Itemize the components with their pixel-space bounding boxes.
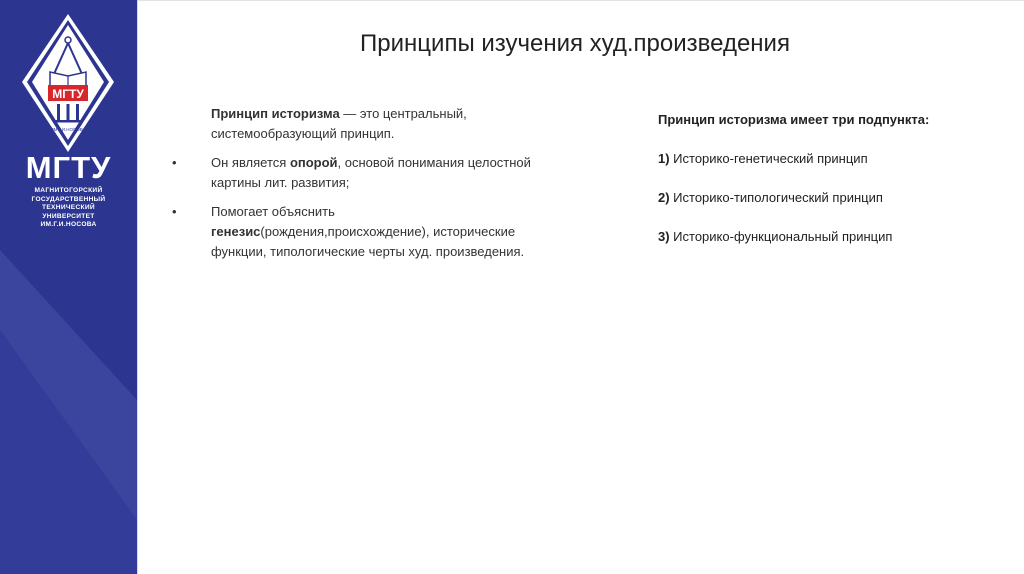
bullet-icon: • <box>172 155 177 170</box>
brand-subtitle-line: ГОСУДАРСТВЕННЫЙ <box>31 195 106 203</box>
subpoints-heading <box>658 110 958 130</box>
emblem-small-text: ИМ.Г.И.НОСОВА <box>50 127 86 132</box>
university-emblem-icon <box>20 12 116 154</box>
subpoint-number: 1) <box>658 151 670 166</box>
brand-subtitle <box>0 187 137 230</box>
slide-title: Принципы изучения худ.произведения <box>360 30 790 57</box>
sidebar-divider <box>137 0 138 574</box>
brand-subtitle-line: УНИВЕРСИТЕТ <box>42 212 95 220</box>
right-column <box>658 110 958 266</box>
left-column <box>170 104 565 271</box>
bullet-text: (рождения,происхождение), исторические функции, типологические черты худ. произведения. <box>211 224 525 259</box>
emblem-label: МГТУ <box>52 87 84 101</box>
bullet-text: Он является <box>211 155 290 170</box>
brand-subtitle-line: МАГНИТОГОРСКИЙ <box>34 187 103 194</box>
definition-text: — это центральный, системообразующий принцип. <box>211 106 467 141</box>
bullet-text: , основой понимания целостной картины лит. развития; <box>211 155 531 190</box>
bullet-item <box>170 202 565 262</box>
subpoint-item <box>658 188 958 208</box>
subpoint-item <box>658 149 958 169</box>
subpoint-text: Историко-генетический принцип <box>669 151 868 166</box>
subpoint-number: 2) <box>658 190 670 205</box>
bullet-text: Помогает объяснить <box>211 204 335 219</box>
subpoint-number: 3) <box>658 229 670 244</box>
brand-name: МГТУ <box>25 150 112 185</box>
brand-subtitle-line: ТЕХНИЧЕСКИЙ <box>42 204 95 212</box>
sidebar-band <box>0 0 137 574</box>
bullet-bold-term: генезис <box>211 224 261 239</box>
bullet-icon: • <box>172 204 177 219</box>
brand-subtitle-line: ИМ.Г.И.НОСОВА <box>40 221 97 229</box>
subpoint-text: Историко-функциональный принцип <box>669 229 893 244</box>
bullet-bold-term: опорой <box>289 155 338 170</box>
term-historicism: Принцип историзма <box>211 106 340 121</box>
subpoints-heading-text: Принцип историзма имеет три подпункта: <box>658 112 930 127</box>
subpoint-text: Историко-типологический принцип <box>669 190 883 205</box>
paragraph-historicism <box>170 104 565 144</box>
bullet-item <box>170 153 565 193</box>
top-rule <box>138 0 1024 1</box>
subpoint-item <box>658 227 958 247</box>
